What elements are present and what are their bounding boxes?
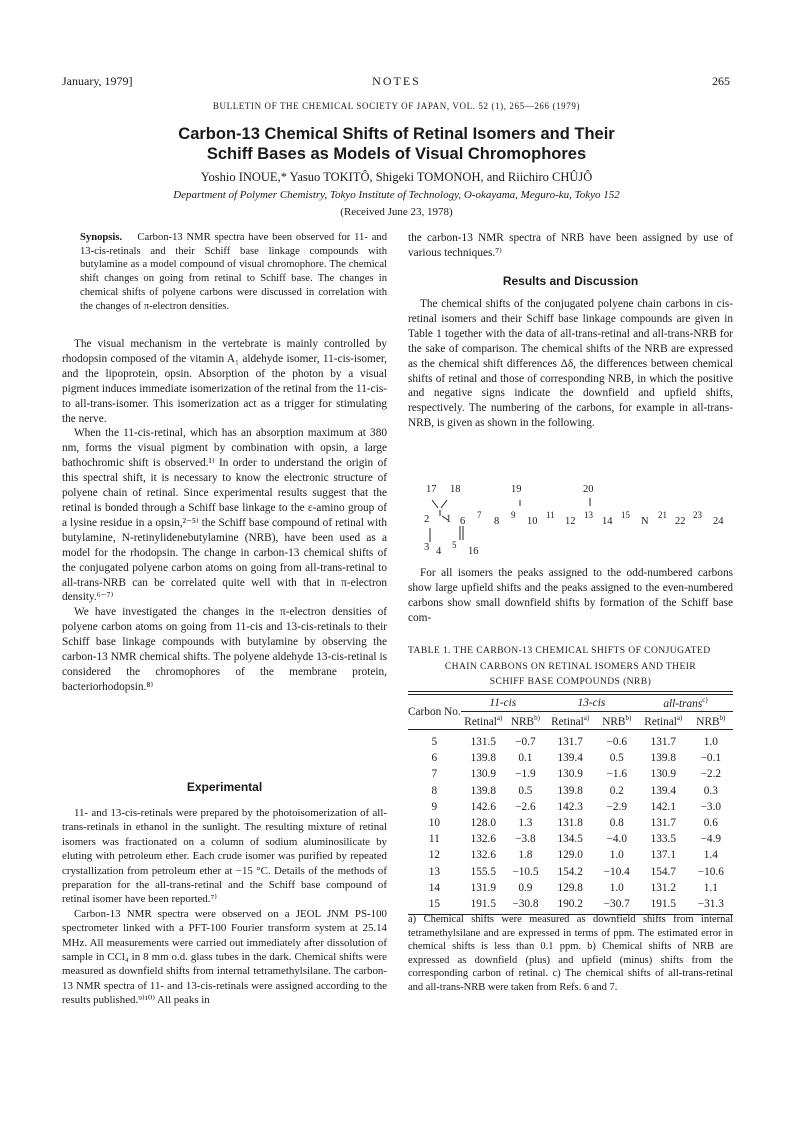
- shift-value-cell: 1.0: [609, 849, 624, 862]
- carbon-label-10: 10: [527, 516, 538, 527]
- carbon-label-6: 6: [460, 516, 466, 527]
- shift-value-cell: 139.8: [470, 752, 497, 765]
- subhead-nrb-label: NRB: [696, 715, 720, 728]
- shift-value-cell: −0.7: [515, 736, 536, 749]
- carbon-label-17: 17: [426, 484, 437, 495]
- shift-value-cell: 129.0: [557, 849, 583, 862]
- subhead-retinal: [461, 711, 506, 729]
- right-column-continuation: [408, 231, 733, 261]
- results-text: [408, 297, 733, 431]
- table-1: [408, 691, 733, 915]
- shift-value-cell: 1.4: [703, 849, 718, 862]
- carbon-label-8: 8: [494, 516, 500, 527]
- intro-paragraph: When the 11-cis-retinal, which has an absorption maximum at 380 nm, forms the visual pigment by combination with opsin, a large bathochromic shift is observed.¹⁾ In order to understand the origin of this spectral shift, it is necessary to know the electronic structure of polyene chain of retinal. Since experimental results suggest that the retinal is bonded through a Schiff base linkage to the ε-amino group of a lysine residue in a opsin,²⁻⁵⁾ the Schiff base compound of retinal with butylamine, N-retinylidenebutylamine (NRB), have been used as a model for the rhodopsin. The change in carbon-13 chemical shifts of the conjugated polyene carbon atoms on going from all-trans-retinal to all-trans-NRB can be correlated quite well with that in π-electron density.⁶⁻⁷⁾: [62, 427, 387, 604]
- subhead-retinal: [545, 711, 596, 729]
- group-13-cis: 13-cis: [545, 695, 638, 711]
- shift-value-cell: 131.7: [557, 736, 583, 749]
- shift-value-cell: 131.9: [470, 881, 497, 894]
- carbon-numbering-diagram: [420, 480, 740, 560]
- title-line-1: Carbon-13 Chemical Shifts of Retinal Isomers and Their: [178, 125, 615, 143]
- table-caption-line: TABLE 1. THE CARBON-13 CHEMICAL SHIFTS OF CONJUGATED: [408, 645, 711, 656]
- shift-value-cell: −30.8: [512, 897, 539, 910]
- carbon-label-14: 14: [602, 516, 613, 527]
- shift-value-cell: 129.8: [557, 881, 583, 894]
- shift-value-cell: 142.3: [557, 800, 583, 813]
- footnote-ref-a: a): [676, 713, 683, 722]
- carbon-number-cell: 5: [431, 736, 438, 749]
- carbon-number-cell: 12: [428, 849, 440, 862]
- journal-citation: BULLETIN OF THE CHEMICAL SOCIETY OF JAPAN, VOL. 52 (1), 265—266 (1979): [212, 101, 581, 111]
- carbon-label-19: 19: [511, 484, 522, 495]
- carbon-label-24: 24: [713, 516, 724, 527]
- carbon-label-21: 21: [658, 510, 667, 520]
- shift-value-cell: 131.5: [470, 736, 497, 749]
- table-footnote: a) Chemical shifts were measured as downfield shifts from internal tetramethylsilane and are expressed in terms of ppm. The estimated error in chemical shifts is less than 0.1 ppm. b) Chemical shifts of NRB are expressed as downfield (plus) and upfield (minus) shifts from the corresponding carbon of retinal. c) The chemical shifts of all-trans-retinal and all-trans-NRB were taken from Refs. 6 and 7.: [408, 914, 733, 993]
- shift-value-cell: 134.5: [557, 833, 583, 846]
- table-caption: [408, 643, 733, 690]
- carbon-number-cell: 11: [428, 833, 440, 846]
- shift-value-cell: 0.1: [518, 752, 533, 765]
- intro-paragraph: The visual mechanism in the vertebrate is mainly controlled by rhodopsin composed of the vitamin A₁ aldehyde isomer, 11-cis-isomer, and the lipoprotein, opsin. Absorption of the photon by a visual pigment induces immediate isomerization of the retinal from the 11-cis- to all-trans-isomer. This isomerization act as a trigger for stimulating the nerve.: [62, 338, 387, 425]
- title-line-2: Schiff Bases as Models of Visual Chromophores: [206, 145, 587, 163]
- carbon-label-12: 12: [565, 516, 576, 527]
- carbon-number-cell: 8: [431, 784, 438, 797]
- footnote-ref-b: b): [625, 713, 632, 722]
- carbon-label-4: 4: [436, 546, 442, 557]
- shift-value-cell: 1.1: [703, 881, 718, 894]
- chemical-shift-table: [408, 695, 733, 912]
- shift-value-cell: 154.2: [557, 865, 583, 878]
- subhead-nrb: [595, 711, 638, 729]
- intro-text: [62, 337, 387, 695]
- shift-value-cell: 0.3: [703, 784, 718, 797]
- table-row: [408, 815, 733, 831]
- shift-value-cell: 191.5: [470, 897, 497, 910]
- intro-paragraph: We have investigated the changes in the π-electron densities of polyene carbon atoms on going from 11-cis and 13-cis-retinals to their Schiff base linkage compounds with butylamine by observing the carbon-13 NMR chemical shifts. The polyene aldehyde 13-cis-retinal is considered the chromophores of the membrane protein, bacteriorhodopsin.⁸⁾: [62, 606, 387, 693]
- shift-value-cell: 1.3: [518, 817, 533, 830]
- subhead-nrb-label: NRB: [510, 715, 535, 728]
- shift-value-cell: 132.6: [470, 833, 497, 846]
- table-row: [408, 864, 733, 880]
- carbon-label-3: 3: [424, 542, 430, 553]
- subhead-retinal-label: Retinal: [644, 715, 677, 728]
- shift-value-cell: 1.0: [609, 881, 624, 894]
- results-paragraph: For all isomers the peaks assigned to the odd-numbered carbons show large upfield shifts and the peaks assigned to the even-numbered carbons show small downfield shifts by formation of the Schiff base com-: [408, 567, 733, 624]
- shift-value-cell: −1.9: [515, 768, 536, 781]
- shift-value-cell: 0.9: [518, 881, 533, 894]
- shift-value-cell: 0.6: [703, 817, 718, 830]
- subhead-retinal-label: Retinal: [551, 715, 584, 728]
- carbon-label-23: 23: [693, 510, 702, 520]
- subhead-nrb: [689, 711, 733, 729]
- shift-value-cell: −10.6: [697, 865, 724, 878]
- subhead-retinal-label: Retinal: [464, 715, 497, 728]
- footnote-ref-b: b): [719, 713, 726, 722]
- carbon-label-11: 11: [546, 510, 555, 520]
- carbon-number-cell: 9: [431, 800, 438, 813]
- shift-value-cell: −2.6: [515, 800, 536, 813]
- shift-value-cell: 133.5: [650, 833, 677, 846]
- shift-value-cell: 130.9: [470, 768, 497, 781]
- shift-value-cell: 139.8: [557, 784, 583, 797]
- shift-value-cell: 191.5: [650, 897, 677, 910]
- carbon-label-15: 15: [621, 510, 630, 520]
- table-row: [408, 847, 733, 863]
- shift-value-cell: −30.7: [603, 897, 630, 910]
- carbon-label-18: 18: [450, 484, 461, 495]
- shift-value-cell: 155.5: [470, 865, 497, 878]
- shift-value-cell: 139.8: [650, 752, 677, 765]
- carbon-number-cell: 10: [428, 817, 440, 830]
- shift-value-cell: 142.1: [650, 800, 677, 813]
- affiliation: Department of Polymer Chemistry, Tokyo Institute of Technology, O-okayama, Meguro-ku, Tokyo 152: [173, 189, 620, 201]
- shift-value-cell: −1.6: [606, 768, 627, 781]
- footnote-ref-a: a): [583, 713, 590, 722]
- shift-value-cell: 132.6: [470, 849, 497, 862]
- synopsis-text: Carbon-13 NMR spectra have been observed for 11- and 13-cis-retinals and their Schiff base linkage compounds with butylamine as a model compound of visual chromophore. The chemical shift changes on going from retinal to Schiff base. The changes in chemical shifts of polyene carbons were discussed in correlation with the changes of π-electron densities.: [80, 232, 387, 312]
- shift-value-cell: −10.4: [603, 865, 630, 878]
- running-header-date: January, 1979]: [62, 74, 133, 88]
- carbon-label-16: 16: [468, 546, 479, 557]
- shift-value-cell: 130.9: [650, 768, 677, 781]
- shift-value-cell: 0.2: [609, 784, 624, 797]
- carbon-label-7: 7: [477, 510, 482, 520]
- shift-value-cell: 142.6: [470, 800, 497, 813]
- shift-value-cell: −4.9: [700, 833, 722, 846]
- carbon-number-cell: 6: [431, 752, 438, 765]
- carbon-label-5: 5: [452, 540, 457, 550]
- shift-value-cell: 1.8: [518, 849, 533, 862]
- shift-value-cell: 1.0: [703, 736, 718, 749]
- table-group-header-row: [408, 695, 733, 711]
- synopsis-label: Synopsis.: [80, 232, 123, 243]
- shift-value-cell: −0.6: [606, 736, 627, 749]
- shift-value-cell: 128.0: [470, 817, 497, 830]
- table-caption-line: SCHIFF BASE COMPOUNDS (NRB): [489, 676, 652, 687]
- carbon-number-cell: 7: [431, 768, 438, 781]
- shift-value-cell: 0.5: [518, 784, 533, 797]
- shift-value-cell: 131.8: [557, 817, 583, 830]
- table-row: [408, 799, 733, 815]
- subhead-retinal: [638, 711, 689, 729]
- table-row: [408, 831, 733, 847]
- shift-value-cell: 137.1: [650, 849, 677, 862]
- running-header-section: NOTES: [372, 74, 421, 88]
- shift-value-cell: 130.9: [557, 768, 583, 781]
- continued-paragraph: the carbon-13 NMR spectra of NRB have been assigned by use of various techniques.⁷⁾: [408, 232, 733, 259]
- synopsis: [80, 231, 387, 313]
- carbon-label-13: 13: [584, 510, 593, 520]
- carbon-label-1: 1: [446, 514, 452, 525]
- shift-value-cell: 139.8: [470, 784, 497, 797]
- shift-value-cell: −3.0: [700, 800, 722, 813]
- table-row: [408, 880, 733, 896]
- carbon-label-2: 2: [424, 514, 430, 525]
- carbon-number-cell: 14: [428, 881, 440, 894]
- page-number: 265: [712, 74, 730, 88]
- section-heading-results: Results and Discussion: [502, 274, 639, 288]
- shift-value-cell: 131.7: [650, 817, 677, 830]
- table-caption-line: CHAIN CARBONS ON RETINAL ISOMERS AND THEIR: [444, 660, 697, 672]
- table-row: [408, 896, 733, 912]
- subhead-nrb-label: NRB: [602, 715, 626, 728]
- shift-value-cell: −2.2: [700, 768, 722, 781]
- footnote-ref-a: a): [496, 713, 503, 722]
- shift-value-cell: −3.8: [515, 833, 536, 846]
- shift-value-cell: −0.1: [700, 752, 722, 765]
- authors: Yoshio INOUE,* Yasuo TOKITÔ, Shigeki TOMONOH, and Riichiro CHÛJÔ: [200, 170, 593, 184]
- shift-value-cell: 131.7: [650, 736, 677, 749]
- shift-value-cell: 154.7: [650, 865, 677, 878]
- table-row: [408, 783, 733, 799]
- received-date: (Received June 23, 1978): [340, 206, 453, 218]
- shift-value-cell: 0.8: [609, 817, 624, 830]
- results-paragraph: The chemical shifts of the conjugated polyene chain carbons in cis-retinal isomers and their Schiff base linkage compounds are given in Table 1 together with the data of all-trans-retinal and all-trans-NRB for the sake of comparison. The chemical shifts of the NRB are expressed as the chemical shift differences Δδ, the differences between chemical shifts of retinal and those of corresponding NRB, in which the positive and negative signs indicate the downfield and upfield shifts, respectively. The numbering of the carbons, for example in all-trans-NRB, is given as shown in the following.: [408, 298, 733, 430]
- experimental-paragraph: Carbon-13 NMR spectra were observed on a JEOL JNM PS-100 spectrometer linked with a PFT-100 Fourier transform system at 25.14 MHz. All measurements were carried out immediately after dissolution of sample in CCl₄ in 8 mm o.d. glass tubes in the dark. Chemical shifts were measured as downfield shifts from internal tetramethylsilane. The carbon-13 NMR spectra of 11- and 13-cis-retinals were assigned according to the results published.⁹⁾¹⁰⁾ All peaks in: [62, 907, 387, 1007]
- results-text-continued: [408, 566, 733, 626]
- atom-label-N: N: [641, 516, 649, 527]
- shift-value-cell: 139.4: [650, 784, 677, 797]
- table-row: [408, 750, 733, 766]
- group-11-cis: 11-cis: [461, 695, 545, 711]
- carbon-number-cell: 13: [428, 865, 440, 878]
- shift-value-cell: 190.2: [557, 897, 583, 910]
- footnote-ref-c: c): [702, 696, 708, 705]
- table-row: [408, 734, 733, 750]
- shift-value-cell: −31.3: [697, 897, 724, 910]
- col-carbon-no: Carbon No.: [408, 705, 461, 718]
- group-all-trans-cell: [638, 695, 733, 711]
- shift-value-cell: 0.5: [609, 752, 624, 765]
- group-all-trans: all-trans: [663, 697, 703, 710]
- carbon-label-22: 22: [675, 516, 686, 527]
- table-row: [408, 766, 733, 782]
- carbon-number-cell: 15: [428, 897, 440, 910]
- experimental-paragraph: 11- and 13-cis-retinals were prepared by the photoisomerization of all-trans-retinals in ethanol in the sunlight. The resulting mixture of retinal isomers was fractionated on a column of sodium aluminosilicate by eluting with petroleum ether. Each crude isomer was purified by repeated crystallization from petroleum ether at −15 °C. Details of the methods of preparation for the all-trans-retinal and the Schiff base compound of retinal isomer have been reported.⁷⁾: [62, 807, 387, 906]
- carbon-label-20: 20: [583, 484, 594, 495]
- footnote-ref-b: b): [534, 713, 540, 722]
- shift-value-cell: 131.2: [650, 881, 677, 894]
- shift-value-cell: 139.4: [557, 752, 583, 765]
- shift-value-cell: −4.0: [606, 833, 627, 846]
- subhead-nrb: [506, 711, 545, 729]
- shift-value-cell: −2.9: [606, 800, 627, 813]
- table-body: [408, 734, 733, 912]
- section-heading-experimental: Experimental: [186, 780, 263, 794]
- experimental-text: [62, 806, 387, 1008]
- carbon-label-9: 9: [511, 510, 516, 520]
- paper-title: [0, 124, 793, 164]
- shift-value-cell: −10.5: [512, 865, 539, 878]
